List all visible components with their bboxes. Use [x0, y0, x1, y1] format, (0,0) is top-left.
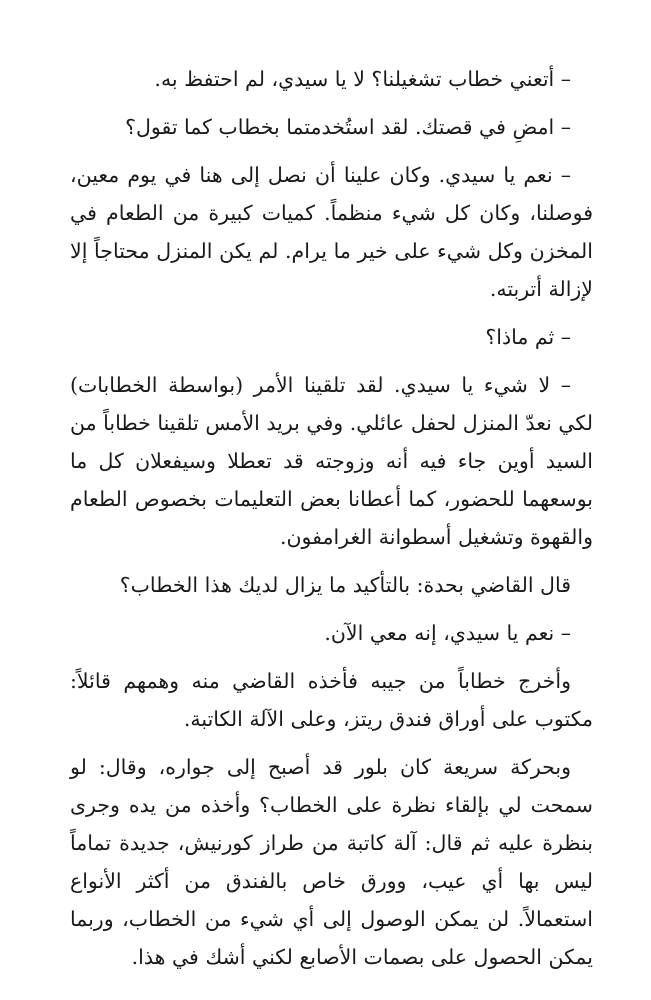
paragraph-dialog-4: – ثم ماذا؟: [485, 325, 571, 349]
paragraph-dialog-2: – امضِ في قصتك. لقد استُخدمتما بخطاب كما تقول؟: [125, 115, 571, 139]
paragraph-narration-2: وأخرج خطاباً من جيبه فأخذه القاضي منه وهمهم قائلاً: مكتوب على أوراق فندق ريتز، وعلى الآلة الكاتبة.: [70, 669, 593, 731]
paragraph-dialog-3: – نعم يا سيدي. وكان علينا أن نصل إلى هنا في يوم معين، فوصلنا، وكان كل شيء منظماً. كميات كبيرة من الطعام في المخزن وكل شيء على خير ما يرام. لم يكن المنزل محتاجاً إلا لإزالة أتربته.: [70, 163, 593, 301]
paragraph-dialog-1: – أتعني خطاب تشغيلنا؟ لا يا سيدي، لم احتفظ به.: [154, 67, 571, 91]
paragraph-dialog-5: – لا شيء يا سيدي. لقد تلقينا الأمر (بواسطة الخطابات) لكي نعدّ المنزل لحفل عائلي. وفي بريد الأمس تلقينا خطاباً من السيد أوين جاء فيه أنه وزوجته قد تعطلا وسيفعلان كل ما بوسعهما للحضور، كما أعطانا بعض التعليمات بخصوص الطعام والقهوة وتشغيل أسطوانة الغرامفون.: [70, 373, 593, 549]
paragraph-narration-1: قال القاضي بحدة: بالتأكيد ما يزال لديك هذا الخطاب؟: [119, 573, 571, 597]
paragraph-narration-3: وبحركة سريعة كان بلور قد أصبح إلى جواره، وقال: لو سمحت لي بإلقاء نظرة على الخطاب؟ وأخذه من يده وجرى بنظرة عليه ثم قال: آلة كاتبة من طراز كورنيش، جديدة تماماً ليس بها أي عيب، وورق خاص بالفندق من أكثر الأنواع استعمالاً. لن يمكن الوصول إلى أي شيء من الخطاب، وربما يمكن الحصول على بصمات الأصابع لكني أشك في هذا.: [70, 755, 593, 969]
paragraph-dialog-6: – نعم يا سيدي، إنه معي الآن.: [324, 621, 571, 645]
